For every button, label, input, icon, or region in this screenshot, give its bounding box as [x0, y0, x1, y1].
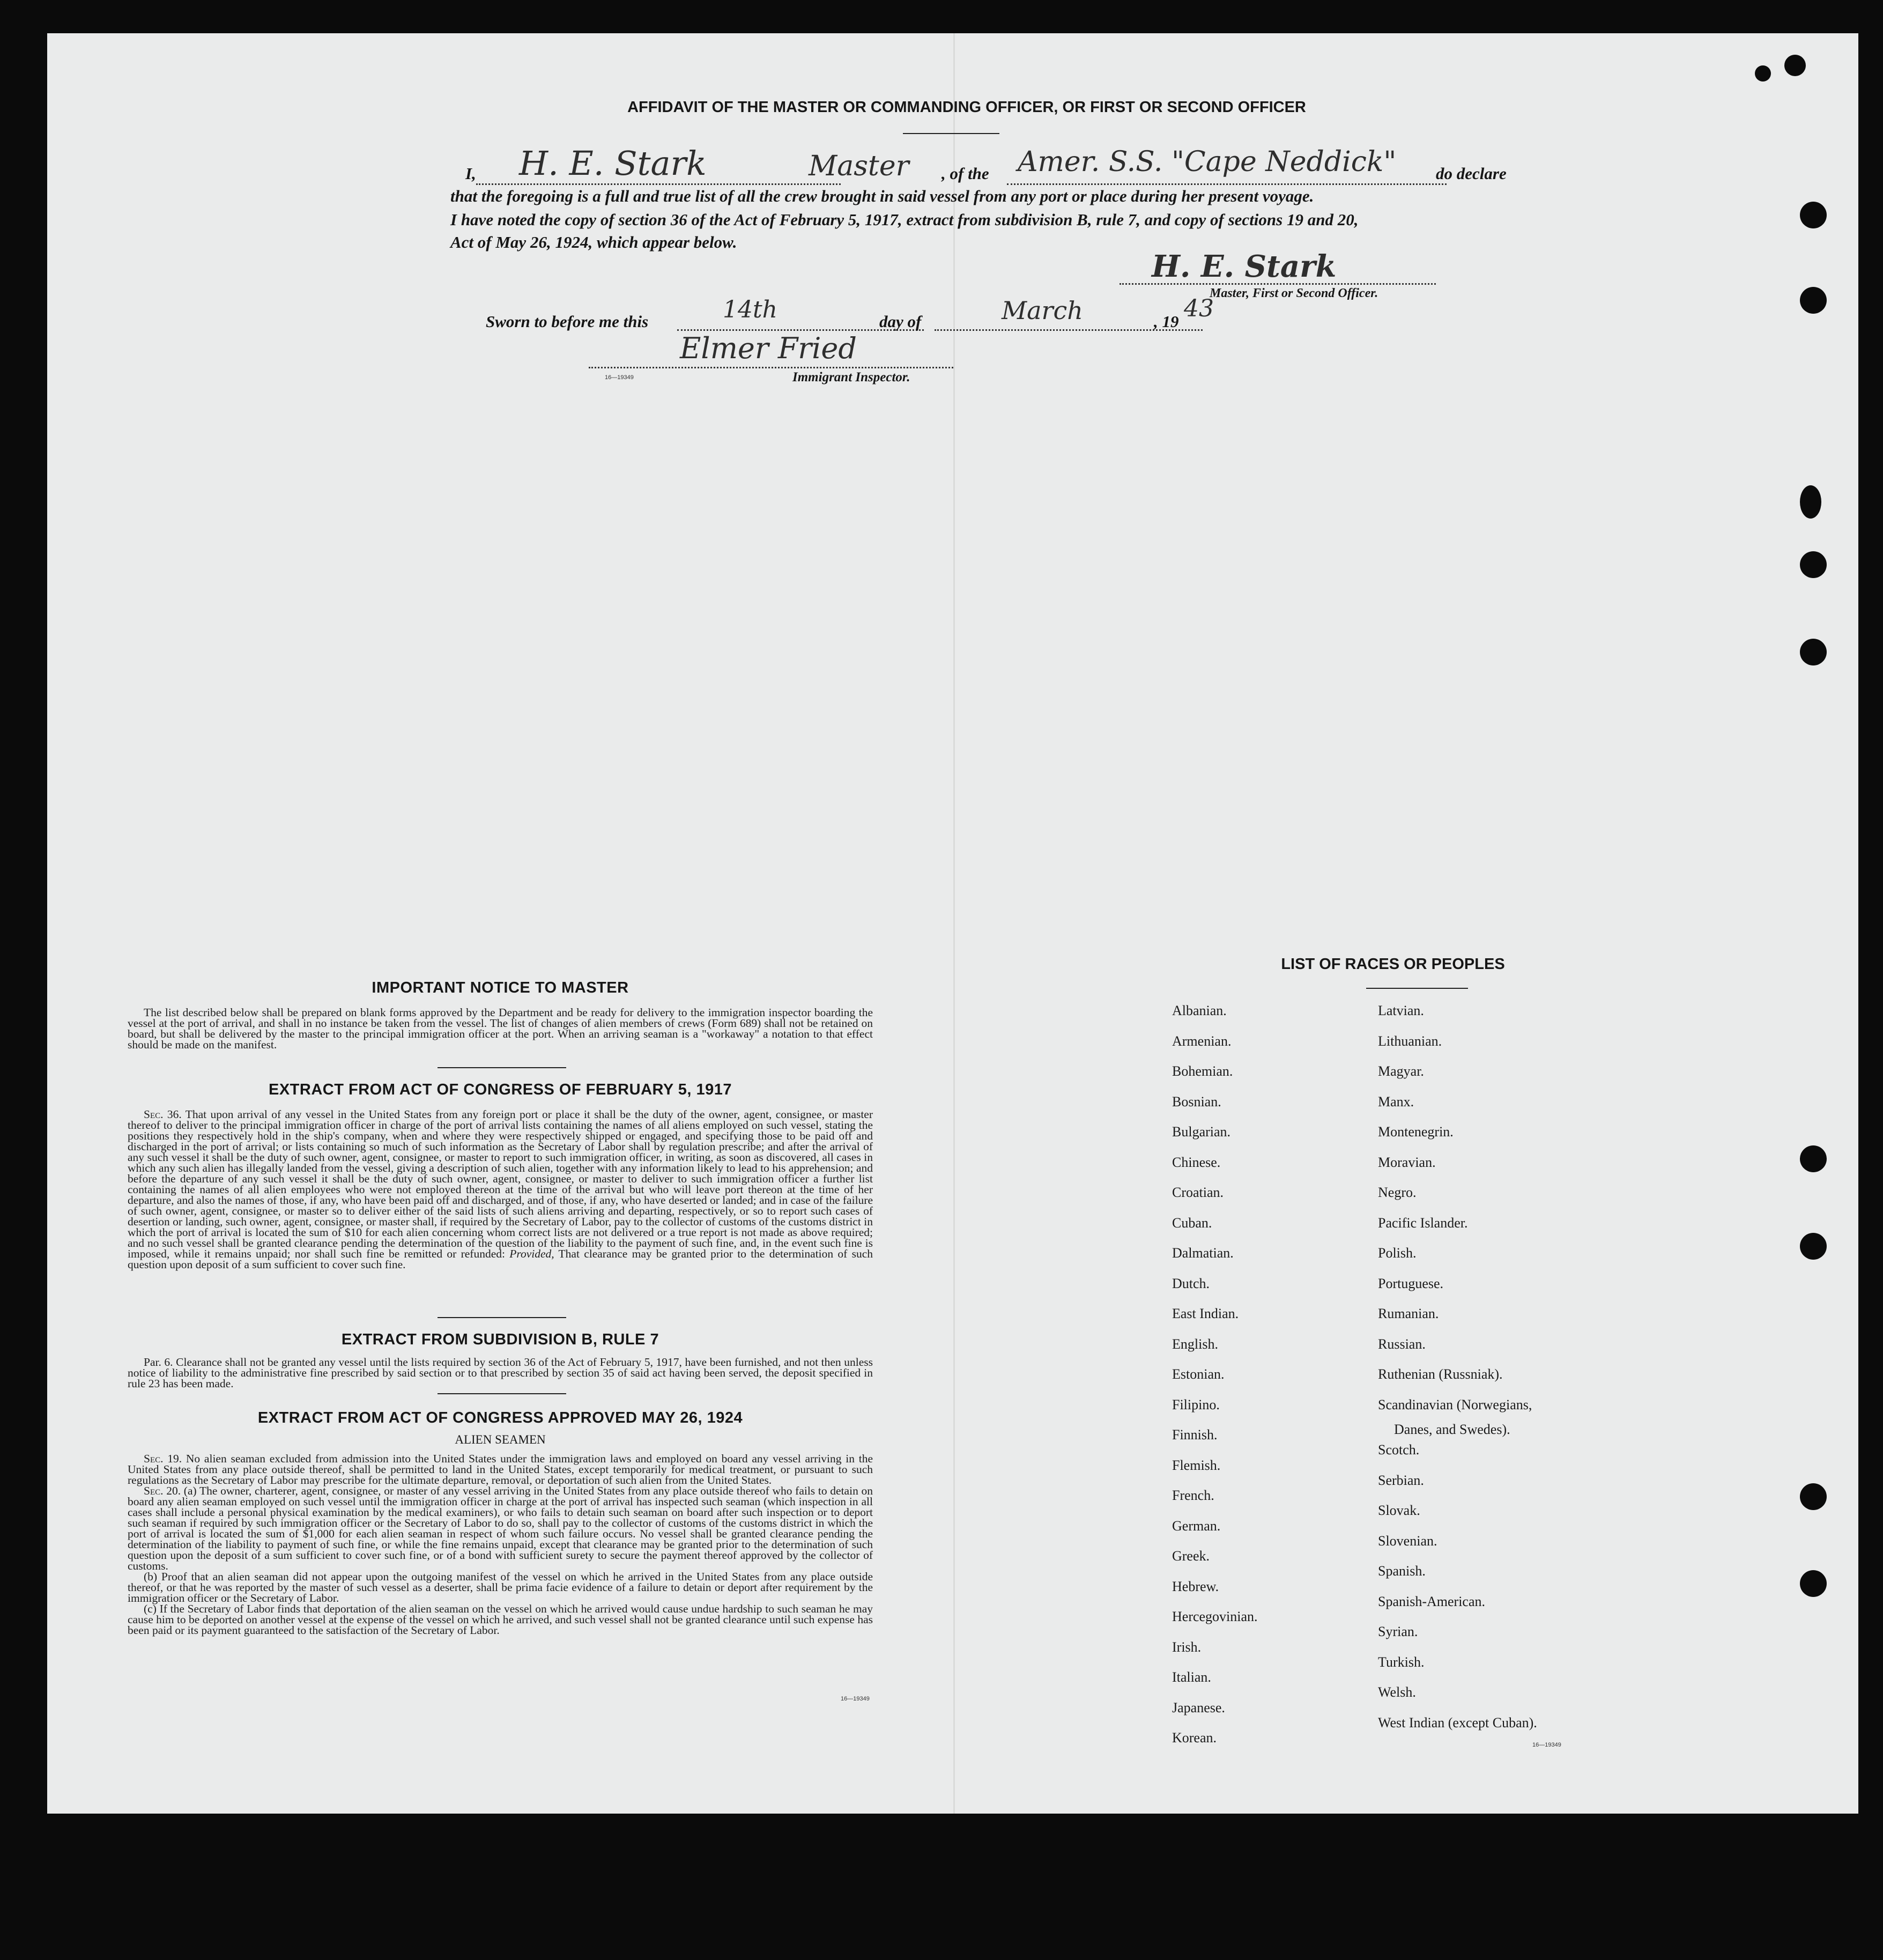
- race-item: Danes, and Swedes).: [1394, 1422, 1510, 1437]
- race-item: Rumanian.: [1378, 1306, 1439, 1321]
- inspector-caption: Immigrant Inspector.: [792, 370, 910, 384]
- affidavit-title: AFFIDAVIT OF THE MASTER OR COMMANDING OFFICER, OR FIRST OR SECOND OFFICER: [627, 99, 1306, 116]
- sec-20a-body: (a) The owner, charterer, agent, consignee, or master of any vessel arriving in the United States from any place outside thereof who fails to detain on board any alien seaman employed on such vessel until the immigration officer in charge at the port of arrival has inspected such seaman (which inspection in all cases shall include a personal physical examination by the medical examiners), or who fails to detain such seaman on board after such inspection or to deport such seaman if required by such immigration officer or the Secretary of Labor to do so, shall pay to the collector of customs of the customs district in which the port of arrival is located the sum of $1,000 for each alien seaman in respect of whom such failure occurs. No vessel shall be granted clearance pending the determination of the liability to payment of such fine, or while the fine remains unpaid, except that clearance may be granted prior to the determination of such question upon the deposit of a sum sufficient to cover such fine, or of a bond with sufficient surety to secure the payment thereof approved by the collector of customs.: [128, 1484, 873, 1572]
- races-divider: [1366, 988, 1468, 989]
- affidavit-line3: I have noted the copy of section 36 of the Act of February 5, 1917, extract from subdivision B, rule 7, and copy of sections 19 and 20,: [450, 210, 1359, 229]
- race-item: Korean.: [1172, 1730, 1217, 1745]
- race-item: Flemish.: [1172, 1457, 1221, 1473]
- race-item: West Indian (except Cuban).: [1378, 1714, 1537, 1730]
- sec-20a: [128, 1485, 873, 1571]
- race-item: Hebrew.: [1172, 1578, 1219, 1594]
- alien-seamen-subtitle: ALIEN SEAMEN: [455, 1433, 546, 1446]
- sec-20c: (c) If the Secretary of Labor finds that deportation of the alien seaman on the vessel on which he arrived would cause undue hardship to such seaman he may cause him to be deported on another vessel at the expense of the vessel on which he arrived, and such vessel shall not be granted clearance until such expense has been paid or its payment guaranteed to the satisfaction of the Secretary of Labor.: [128, 1602, 873, 1637]
- race-item: Magyar.: [1378, 1063, 1424, 1079]
- race-item: Moravian.: [1378, 1154, 1436, 1170]
- race-item: Chinese.: [1172, 1154, 1221, 1170]
- affidavit-line1-i: I,: [465, 164, 476, 183]
- handwritten-rank: Master: [809, 150, 909, 182]
- sworn-label: Sworn to before me this: [486, 312, 649, 331]
- ink-blot: [1784, 55, 1806, 76]
- provided-word: Provided,: [509, 1247, 554, 1260]
- race-item: Pacific Islander.: [1378, 1215, 1468, 1231]
- signature-caption: Master, First or Second Officer.: [1210, 286, 1378, 300]
- extract-1924-text: [128, 1453, 873, 1636]
- section-divider: [438, 1067, 566, 1068]
- handwritten-year: 43: [1184, 295, 1214, 322]
- affidavit-line4: Act of May 26, 1924, which appear below.: [450, 233, 737, 252]
- race-item: Bulgarian.: [1172, 1124, 1231, 1140]
- race-item: Ruthenian (Russniak).: [1378, 1366, 1503, 1382]
- handwritten-name: H. E. Stark: [519, 144, 707, 183]
- race-item: Scandinavian (Norwegians,: [1378, 1396, 1532, 1412]
- handwritten-month: March: [1002, 296, 1083, 325]
- name-blank: [476, 183, 841, 185]
- race-item: Portuguese.: [1378, 1275, 1444, 1291]
- race-item: Spanish-American.: [1378, 1593, 1486, 1609]
- handwritten-vessel: Amer. S.S. "Cape Neddick": [1018, 146, 1397, 178]
- extract-1924-title: EXTRACT FROM ACT OF CONGRESS APPROVED MAY 26, 1924: [257, 1409, 743, 1426]
- race-item: Russian.: [1378, 1336, 1426, 1352]
- section-divider: [438, 1393, 566, 1394]
- inspector-signature: Elmer Fried: [680, 331, 857, 365]
- extract-rule7-text: Par. 6. Clearance shall not be granted any vessel until the lists required by section 36 of the Act of February 5, 1917, have been furnished, and not then unless notice of liability to the administrative fine prescribed by said section or to that prescribed by section 35 of said act having been served, the deposit specified in rule 23 has been made.: [128, 1356, 873, 1390]
- race-item: Italian.: [1172, 1669, 1211, 1685]
- race-item: Hercegovinian.: [1172, 1609, 1258, 1624]
- race-item: Bosnian.: [1172, 1093, 1221, 1110]
- year-prefix: , 19: [1154, 312, 1179, 331]
- race-item: Slovenian.: [1378, 1533, 1437, 1549]
- race-item: Turkish.: [1378, 1654, 1425, 1670]
- race-item: Negro.: [1378, 1185, 1417, 1200]
- punch-hole: [1800, 202, 1827, 228]
- affidavit-declare: do declare: [1436, 164, 1507, 183]
- race-item: Cuban.: [1172, 1215, 1212, 1231]
- section-divider: [438, 1317, 566, 1318]
- race-item: Armenian.: [1172, 1033, 1232, 1049]
- notice-title: IMPORTANT NOTICE TO MASTER: [372, 979, 629, 996]
- race-item: Irish.: [1172, 1639, 1202, 1655]
- race-item: Scotch.: [1378, 1442, 1420, 1458]
- affidavit-of-the: , of the: [942, 164, 989, 183]
- ink-blot: [1755, 65, 1771, 82]
- handwritten-day: 14th: [723, 296, 778, 323]
- race-item: Bohemian.: [1172, 1063, 1233, 1079]
- race-item: Lithuanian.: [1378, 1033, 1442, 1049]
- race-item: Syrian.: [1378, 1624, 1418, 1640]
- center-fold: [953, 33, 955, 1814]
- race-item: Japanese.: [1172, 1699, 1225, 1715]
- race-item: Greek.: [1172, 1548, 1210, 1564]
- race-item: Albanian.: [1172, 1003, 1227, 1018]
- punch-hole: [1800, 1570, 1827, 1597]
- extract-rule7-title: EXTRACT FROM SUBDIVISION B, RULE 7: [341, 1331, 659, 1348]
- race-item: Welsh.: [1378, 1684, 1416, 1700]
- race-item: Filipino.: [1172, 1396, 1220, 1412]
- race-item: Slovak.: [1378, 1503, 1420, 1519]
- punch-hole: [1800, 1233, 1827, 1260]
- extract-1917-text: [128, 1109, 873, 1270]
- race-item: English.: [1172, 1336, 1218, 1352]
- sec-36-label: Sec. 36.: [144, 1108, 182, 1121]
- race-item: Estonian.: [1172, 1366, 1225, 1382]
- vessel-blank: [1007, 183, 1447, 185]
- punch-hole: [1800, 1145, 1827, 1172]
- inspector-line: [589, 367, 953, 368]
- punch-hole: [1800, 485, 1821, 519]
- sec-19-label: Sec. 19.: [144, 1452, 182, 1465]
- punch-hole: [1800, 551, 1827, 578]
- sec-36-end: That clearance may be granted prior to the determination of such question upon deposit of a sum sufficient to cover such fine.: [128, 1247, 873, 1271]
- punch-hole: [1800, 287, 1827, 314]
- signature-line: [1120, 283, 1436, 285]
- form-number: 16—19349: [841, 1696, 870, 1702]
- race-item: German.: [1172, 1518, 1221, 1534]
- notice-text: The list described below shall be prepared on blank forms approved by the Department and be ready for delivery to the immigration inspector boarding the vessel at the port of arrival, and shall in no instance be taken from the vessel. The list of changes of alien members of crews (Form 689) shall not be retained on board, but shall be delivered by the master to the principal immigration officer at the port. When an arriving seaman is a "workaway" a notation to that effect should be made on the manifest.: [128, 1006, 873, 1051]
- sec-19: [128, 1453, 873, 1485]
- race-item: Polish.: [1378, 1245, 1417, 1261]
- sec-36-body: That upon arrival of any vessel in the United States from any foreign port or place it shall be the duty of the owner, agent, consignee, or master thereof to deliver to the principal immigration officer in charge of the port of arrival lists containing the names of all aliens employed on such vessel, stating the positions they respectively hold in the ship's company, when and where they were respectively shipped or engaged, and specifying those to be paid off and discharged in the port of arrival; or lists containing so much of such information as the Secretary of Labor shall by regulation prescribe; and after the arrival of any such vessel it shall be the duty of such owner, agent, consignee, or master to report to such immigration officer, in writing, as soon as discovered, all cases in which any such alien has illegally landed from the vessel, giving a description of such alien, together with any information likely to lead to his apprehension; and before the departure of any such vessel it shall be the duty of such owner, agent, consignee, or master to deliver to such immigration officer a further list containing the names of all alien employees who were not employed thereon at the time of the arrival but who will leave port thereon at the time of her departure, and also the names of those, if any, who have been paid off and discharged, and of those, if any, who have deserted or landed; and in case of the failure of such owner, agent, consignee, or master so to deliver either of the said lists of such aliens arriving and departing, respectively, or so to report such cases of desertion or landing, such owner, agent, consignee, or master shall, if required by the Secretary of Labor, pay to the collector of customs of the customs district in which the port of arrival is located the sum of $10 for each alien concerning whom correct lists are not delivered or a true report is not made as above required; and no such vessel shall be granted clearance pending the determination of the question of the liability to the payment of such fine, and, in the event such fine is imposed, while it remains unpaid; nor shall such fine be remitted or refunded:: [128, 1108, 873, 1260]
- races-title: LIST OF RACES OR PEOPLES: [1281, 956, 1505, 973]
- race-item: Serbian.: [1378, 1472, 1424, 1488]
- race-item: Latvian.: [1378, 1003, 1424, 1018]
- day-of-label: day of: [879, 312, 922, 331]
- sec-19-body: No alien seaman excluded from admission into the United States under the immigration laws and employed on board any vessel arriving in the United States from any place outside thereof, shall be permitted to land in the United States, except temporarily for medical treatment, or pursuant to such regulations as the Secretary of Labor may prescribe for the ultimate departure, removal, or deportation of such alien from the United States.: [128, 1452, 873, 1486]
- affidavit-line2: that the foregoing is a full and true list of all the crew brought in said vessel from any port or place during her present voyage.: [450, 187, 1314, 205]
- race-item: Finnish.: [1172, 1427, 1218, 1443]
- race-item: Dalmatian.: [1172, 1245, 1234, 1261]
- master-signature: H. E. Stark: [1152, 249, 1337, 284]
- document-sheet: [47, 33, 1858, 1814]
- race-item: Dutch.: [1172, 1275, 1210, 1291]
- race-item: Montenegrin.: [1378, 1124, 1454, 1140]
- extract-1917-title: EXTRACT FROM ACT OF CONGRESS OF FEBRUARY 5, 1917: [268, 1081, 732, 1098]
- race-item: French.: [1172, 1488, 1214, 1503]
- race-item: Croatian.: [1172, 1185, 1224, 1200]
- race-item: East Indian.: [1172, 1306, 1239, 1321]
- punch-hole: [1800, 1483, 1827, 1510]
- sec-20-label: Sec. 20.: [144, 1484, 181, 1497]
- race-item: Manx.: [1378, 1093, 1414, 1110]
- race-item: Spanish.: [1378, 1563, 1426, 1579]
- form-number: 16—19349: [605, 374, 634, 381]
- form-number: 16—19349: [1532, 1742, 1561, 1748]
- punch-hole: [1800, 639, 1827, 665]
- sec-20b: (b) Proof that an alien seaman did not appear upon the outgoing manifest of the vessel on which he arrived in the United States from any place outside thereof, or that he was reported by the master of such vessel as a deserter, shall be prima facie evidence of a failure to detain or deport after requirement by the immigration officer or the Secretary of Labor.: [128, 1570, 873, 1604]
- title-divider: [903, 133, 999, 134]
